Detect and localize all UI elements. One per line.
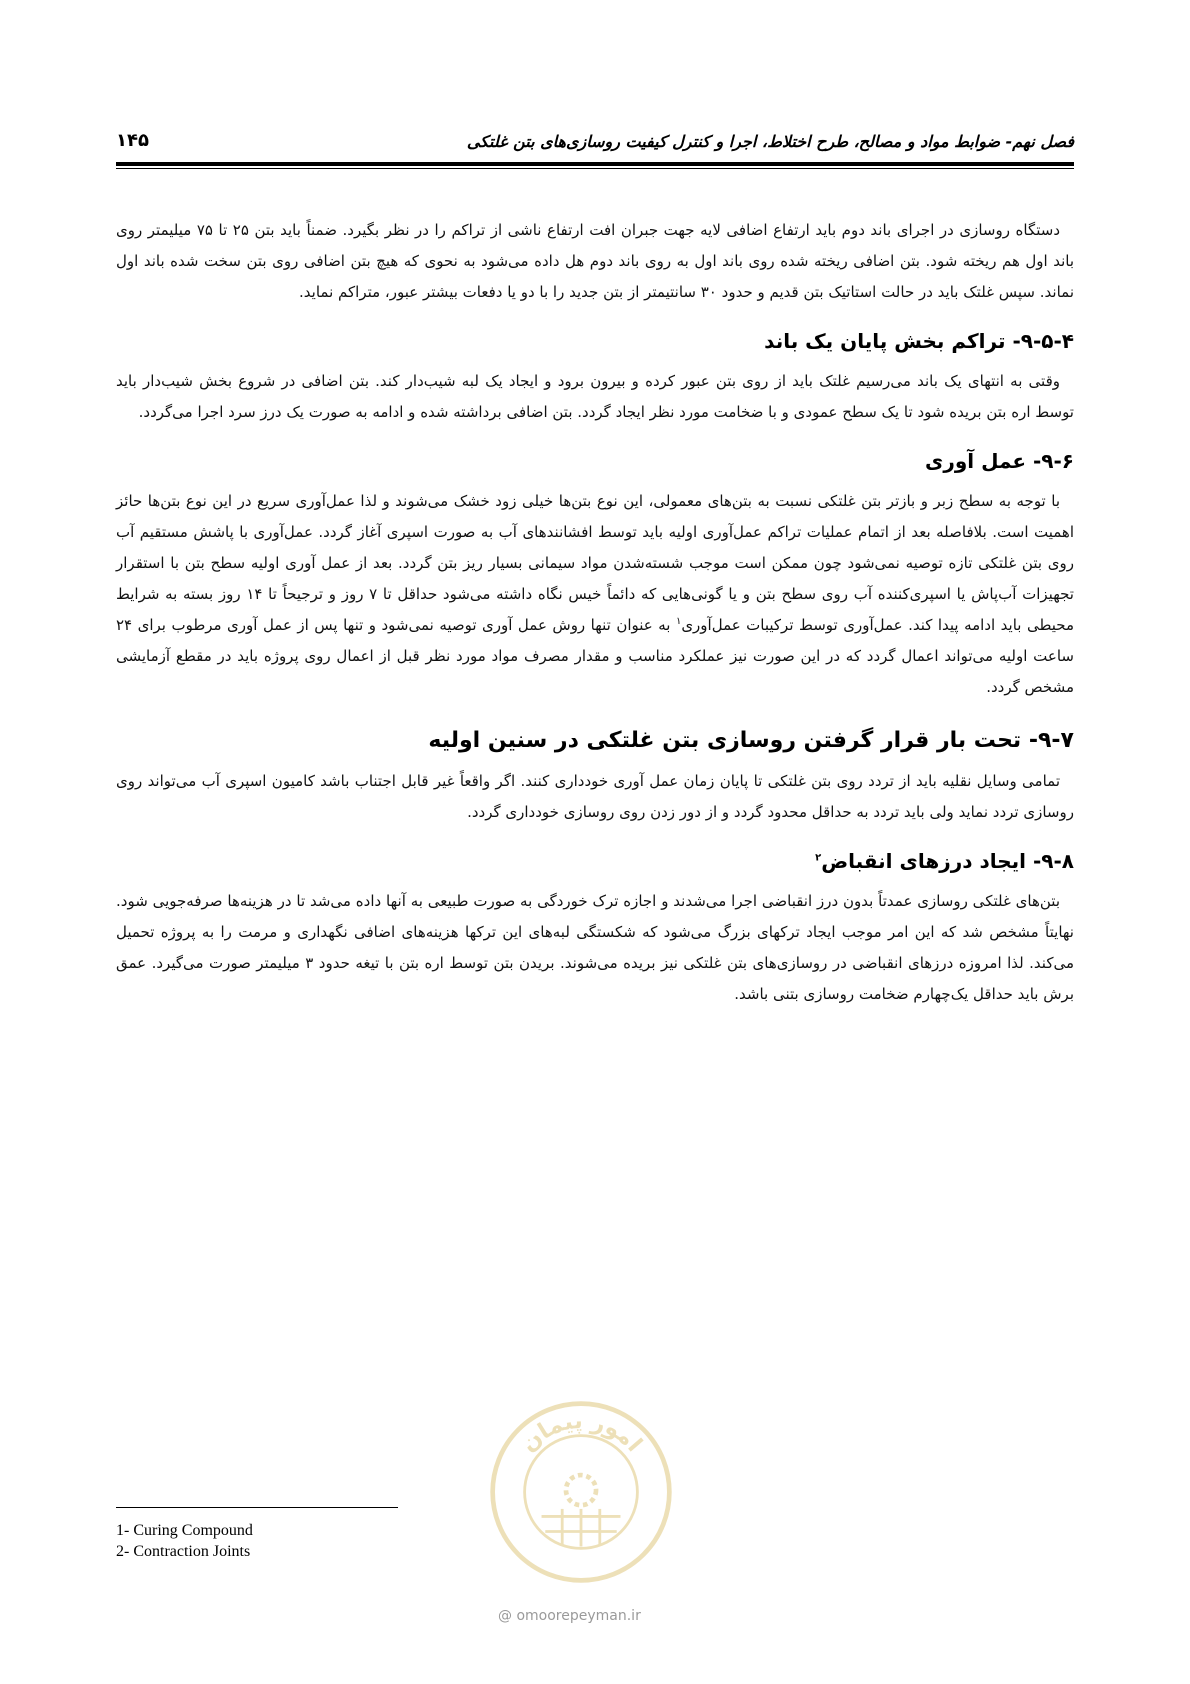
heading-9-8-text: ۹-۸- ایجاد درزهای انقباض: [821, 849, 1074, 873]
footnote-separator: [116, 1507, 398, 1508]
heading-9-7: ۹-۷- تحت بار قرار گرفتن روسازی بتن غلتکی در سنین اولیه: [428, 728, 1074, 753]
curing-text-part-1: با توجه به سطح زبر و بازتر بتن غلتکی نسبت به بتن‌های معمولی، این نوع بتن‌ها خیلی زود خشک می‌شوند و لذا عمل‌آوری سریع در این نوع بتن‌ها حائز اهمیت است. بلافاصله بعد از اتمام عملیات تراکم عمل‌آوری اولیه باید توسط افشانندهای آب به صورت اسپری آغاز گردد. عمل‌آوری با پاشش مستقیم آب روی بتن غلتکی تازه توصیه نمی‌شود چون ممکن است موجب شسته‌شدن مواد سیمانی بسیار ریز بتن گردد. بعد از عمل آوری اولیه سطح بتن با استقرار تجهیزات آب‌پاش یا اسپری‌کننده آب روی سطح بتن و یا گونی‌هایی که دائماً خیس نگاه داشته می‌شود حداقل تا ۷ روز و ترجیحاً تا ۱۴ روز بسته به شرایط محیطی باید ادامه پیدا کند. عمل‌آوری توسط ترکیبات عمل‌آوری: [116, 492, 1075, 634]
heading-9-8: [116, 845, 1074, 877]
paragraph-curing: [116, 486, 1074, 703]
header-rule-thin: [116, 168, 1074, 169]
footnote-1: 1- Curing Compound: [116, 1522, 253, 1539]
seal-text: امور پیمان: [515, 1407, 648, 1458]
paragraph-second-lane-paving: دستگاه روسازی در اجرای باند دوم باید ارتفاع اضافی لایه جهت جبران افت ارتفاع ناشی از تراکم را در نظر بگیرد. ضمناً باید بتن ۲۵ تا ۷۵ میلیمتر روی باند اول هم ریخته شود. بتن اضافی ریخته شده روی باند اول به روی باند دوم هل داده می‌شود به نحوی که هیچ بتن اضافی روی بتن سخت شده باند اول نماند. سپس غلتک باید در حالت استاتیک بتن قدیم و حدود ۳۰ سانتیمتر از بتن جدید را با دو یا دفعات بیشتر عبور، متراکم نماید.: [116, 221, 1074, 301]
running-header: [116, 128, 1074, 162]
chapter-title: فصل نهم- ضوابط مواد و مصالح، طرح اختلاط، اجرا و کنترل کیفیت روسازی‌های بتن غلتکی: [466, 132, 1074, 151]
seal-gear: [566, 1475, 596, 1505]
body-content: [116, 215, 1074, 1010]
watermark-url: @ omoorepeyman.ir: [498, 1608, 641, 1624]
footnotes: [116, 1507, 536, 1562]
heading-9-6: ۹-۶- عمل آوری: [925, 449, 1074, 473]
footnote-mark-2: ۲: [815, 852, 822, 864]
paragraph-contraction-joints: بتن‌های غلتکی روسازی عمدتاً بدون درز انقباضی اجرا می‌شدند و اجازه ترک خوردگی به صورت طبیعی به آنها داده می‌شد تا در هزینه‌ها صرفه‌جویی شود. نهایتاً مشخص شد که این امر موجب ایجاد ترکهای بزرگ می‌شود که شکستگی لبه‌های این ترکها هزینه‌های اضافی نگهداری و مرمت را به پروژه تحمیل می‌کند. لذا امروزه درزهای انقباضی در روسازی‌های بتن غلتکی نیز بریده می‌شوند. بریدن بتن توسط اره بتن با تیغه حدود ۳ میلیمتر صورت می‌گیرد. عمق برش باید حداقل یک‌چهارم ضخامت روسازی بتنی باشد.: [116, 892, 1074, 1003]
page-number: ۱۴۵: [116, 130, 149, 151]
paragraph-early-loading: تمامی وسایل نقلیه باید از تردد روی بتن غلتکی تا پایان زمان عمل آوری خودداری کنند. اگر واقعاً غیر قابل اجتناب باشد کامیون اسپری آب می‌تواند روی روسازی تردد نماید ولی باید تردد به حداقل محدود گردد و از دور زدن روی روسازی خودداری گردد.: [116, 772, 1074, 821]
footnote-mark-1: ۱: [675, 616, 682, 627]
curing-text-part-2: به عنوان تنها روش عمل آوری توصیه نمی‌شود و تنها پس از عمل آوری مرطوب برای ۲۴ ساعت اولیه می‌تواند اعمال گردد که در این صورت نیز عملکرد مناسب و مقدار مصرف مواد مورد نظر قبل از اعمال روی پروژه باید در مقطع آزمایشی مشخص گردد.: [116, 616, 1074, 696]
header-rule-thick: [116, 162, 1074, 166]
watermark-url-text: omoorepeyman.ir: [516, 1608, 641, 1624]
heading-9-5-4: ۹-۵-۴- تراکم بخش پایان یک باند: [764, 329, 1074, 353]
paragraph-lane-end-compaction: وقتی به انتهای یک باند می‌رسیم غلتک باید از روی بتن عبور کرده و بیرون برود و ایجاد یک لبه شیب‌دار کند. بتن اضافی در شروع بخش شیب‌دار باید توسط اره بتن بریده شود تا یک سطح عمودی و با ضخامت مورد نظر ایجاد گردد. بتن اضافی برداشته شده و ادامه به صورت یک درز سرد اجرا می‌گردد.: [116, 372, 1074, 421]
footnote-2: 2- Contraction Joints: [116, 1543, 251, 1560]
